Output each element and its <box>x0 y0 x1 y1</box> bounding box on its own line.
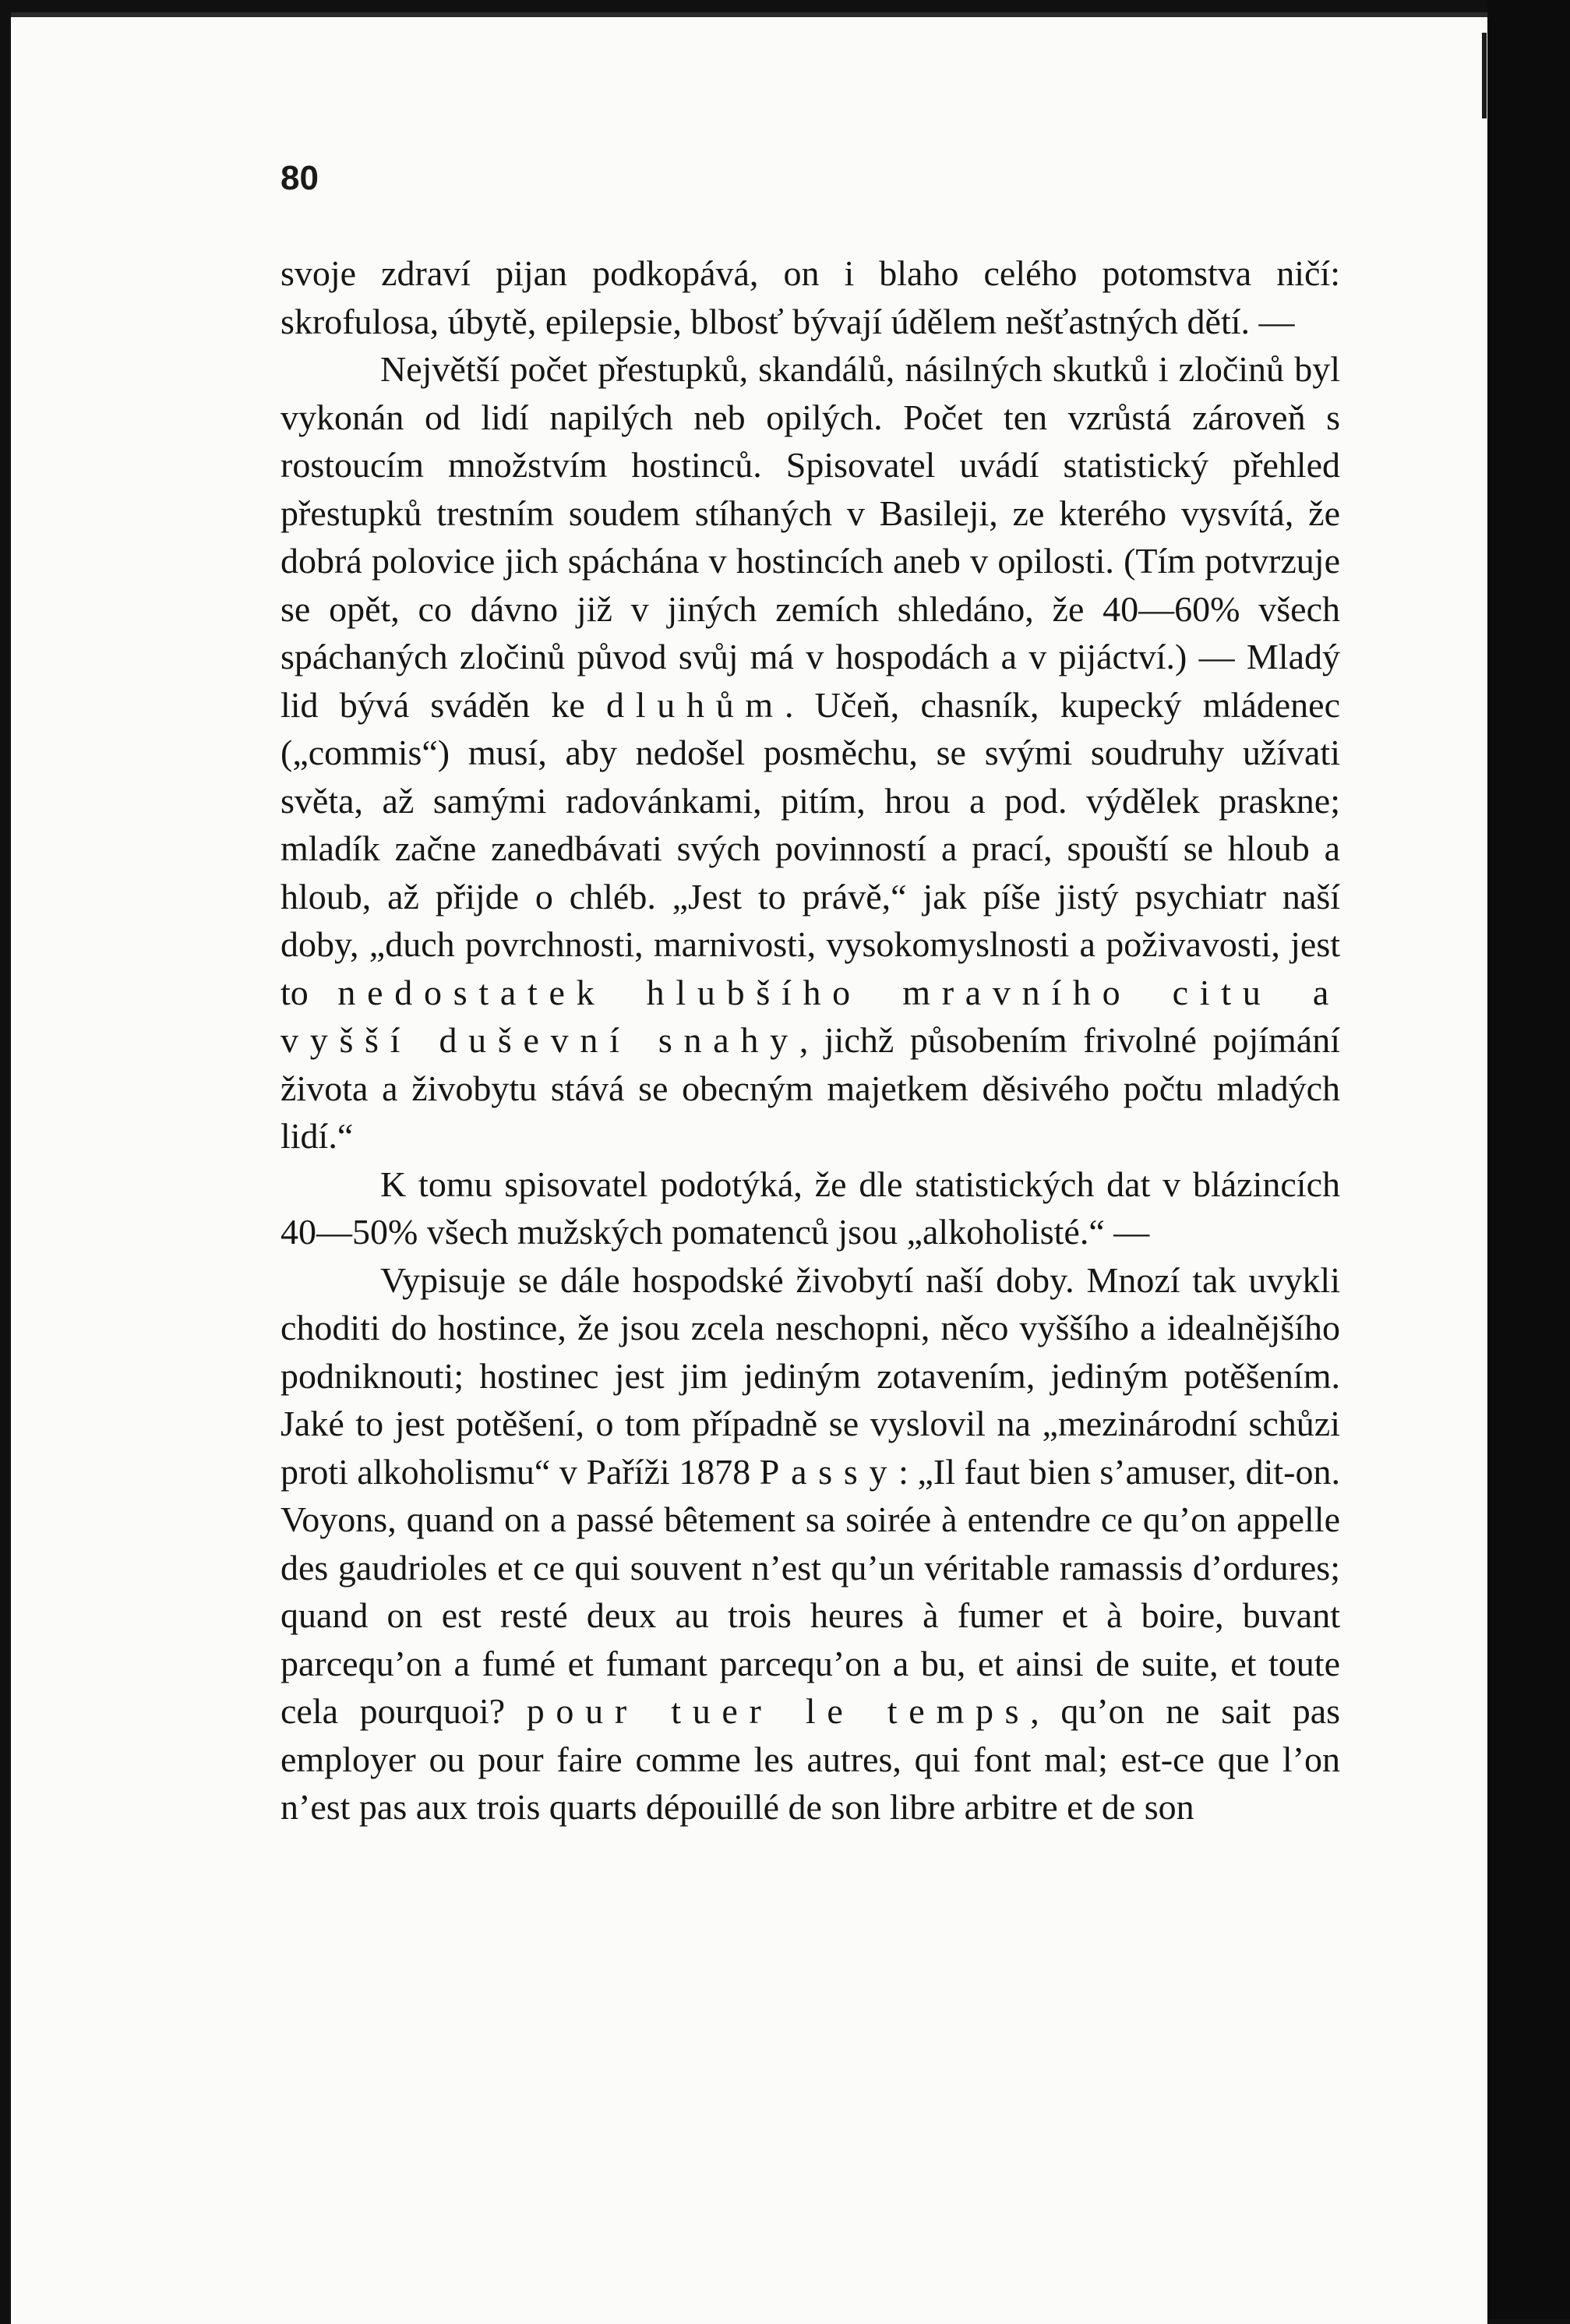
paragraph-3: K tomu spisovatel podotýká, že dle statistických dat v blázincích 40—50% všech mužských pomatenců jsou „alkoholisté.“ — <box>280 1164 1340 1252</box>
page-edge-shadow <box>1482 33 1487 118</box>
paragraph-4-text-b: : „Il faut bien s’amuser, dit-on. Voyons, quand on a passé bêtement sa soirée à entendre ce qu’on appelle des gaudrioles et ce qui souvent n’est qu’un véritable ramassis d’ordures; quand on est resté deux au trois heures à fumer et à boire, buvant parcequ’on a fumé et fumant parcequ’on a bu, et ainsi de suite, et toute cela pourquoi? <box>280 1451 1340 1731</box>
paragraph-2 <box>280 345 1340 1160</box>
paragraph-1: svoje zdraví pijan podkopává, on i blaho celého potomstva ničí: skrofulosa, úbytě, epilepsie, blbosť bývají údělem nešťastných dětí. — <box>280 253 1340 341</box>
paragraph-2-text-a: Největší počet přestupků, skandálů, násilných skutků i zločinů byl vykonán od lidí napilých neb opilých. Počet ten vzrůstá zároveň s rostoucím množstvím hostinců. Spisovatel uvádí statistický přehled přestupků trestním soudem stíhaných v Basileji, ze kterého vysvítá, že dobrá polovice jich spáchána v hostincích aneb v opilosti. (Tím potvrzuje se opět, co dávno již v jiných zemích shledáno, že 40—60% všech spáchaných zločinů původ svůj má v hospodách a v pijáctví.) — Mladý lid bývá sváděn ke <box>280 349 1340 725</box>
emphasis-passy: Passy <box>759 1451 899 1492</box>
paragraph-2-text-c: , jichž působením frivolné pojímání života a živobytu stává se obecným majetkem děsivého počtu mladých lidí.“ <box>280 1020 1340 1156</box>
emphasis-dluhum: dluhům <box>606 684 785 725</box>
page-number: 80 <box>280 159 319 197</box>
emphasis-pour-tuer: pour tuer le temps <box>526 1691 1031 1731</box>
paragraph-4 <box>280 1256 1340 1831</box>
body-text <box>280 249 1340 1831</box>
paragraph-2-text-b: . Učeň, chasník, kupecký mládenec („commis“) musí, aby nedošel posměchu, se svými soudruhy užívati světa, až samými radovánkami, pitím, hrou a pod. výdělek praskne; mladík začne zanedbávati svých povinností a prací, spouští se hloub a hloub, až přijde o chléb. „Jest to právě,“ jak píše jistý psychiatr naší doby, „duch povrchnosti, marnivosti, vysokomyslnosti a poživavosti, jest to <box>280 684 1340 1012</box>
scan-dark-border <box>1487 0 1570 2319</box>
paragraph-4-text-c: , qu’on ne sait pas employer ou pour faire comme les autres, qui font mal; est-ce que l’on n’est pas aux trois quarts dépouillé de son libre arbitre et de son <box>280 1691 1341 1827</box>
emphasis-nedostatek: nedostatek hlubšího mravního citu a vyšší duševní snahy <box>280 972 1340 1060</box>
paragraph-4-text-a: Vypisuje se dále hospodské živobytí naší doby. Mnozí tak uvykli choditi do hostince, že jsou zcela neschopni, něco vyššího a idealnějšího podniknouti; hostinec jest jim jediným zotavením, jediným potěšením. Jaké to jest potěšení, o tom případně se vyslovil na „mezinárodní schůzi proti alkoholismu“ v Paříži 1878 <box>280 1259 1340 1492</box>
